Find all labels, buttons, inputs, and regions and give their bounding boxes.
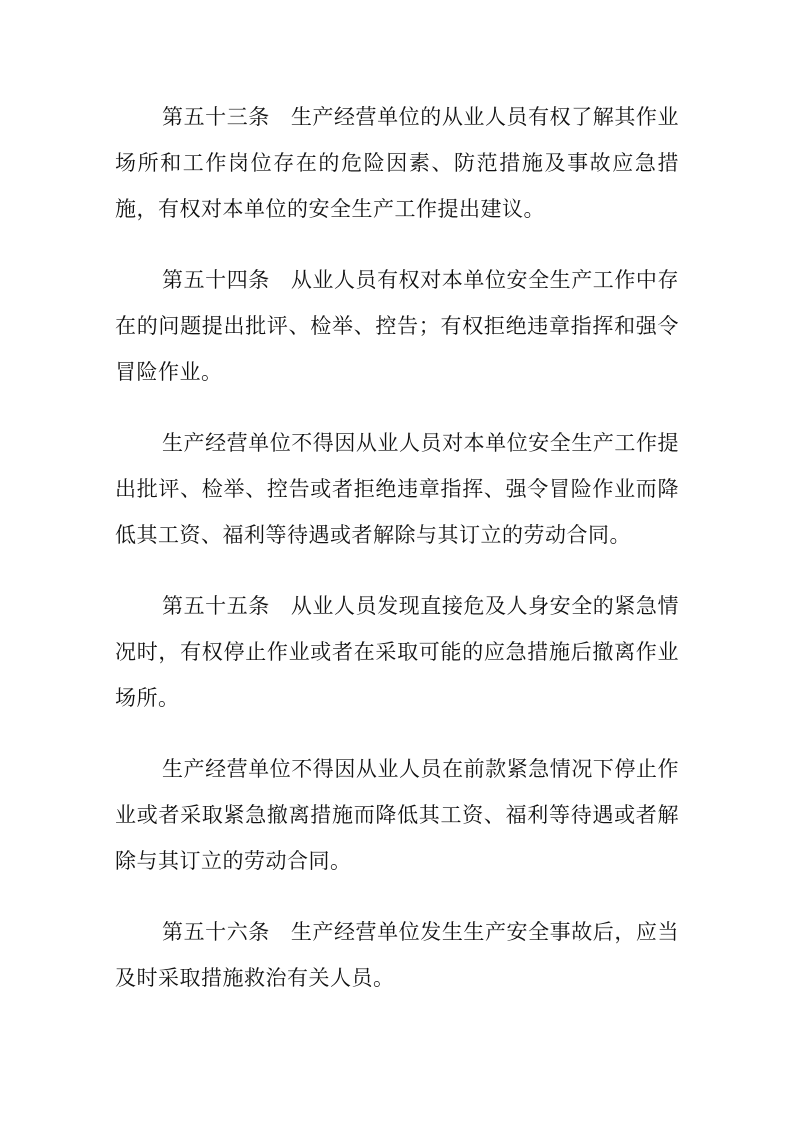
article-number: 第五十四条 bbox=[162, 268, 270, 292]
paragraph-text: 生产经营单位不得因从业人员对本单位安全生产工作提出批评、检举、控告或者拒绝违章指挥、强令冒险作业而降低其工资、福利等待遇或者解除与其订立的劳动合同。 bbox=[115, 431, 679, 547]
paragraph-text: 生产经营单位不得因从业人员在前款紧急情况下停止作业或者采取紧急撤离措施而降低其工资、福利等待遇或者解除与其订立的劳动合同。 bbox=[115, 757, 679, 873]
paragraph-article-55 bbox=[115, 583, 679, 721]
paragraph-text: 生产经营单位发生生产安全事故后，应当及时采取措施救治有关人员。 bbox=[115, 920, 680, 990]
article-number: 第五十三条 bbox=[162, 105, 270, 129]
paragraph-article-56 bbox=[115, 909, 679, 1001]
paragraph-text: 从业人员有权对本单位安全生产工作中存在的问题提出批评、检举、控告；有权拒绝违章指挥和强令冒险作业。 bbox=[115, 268, 680, 384]
paragraph-text: 从业人员发现直接危及人身安全的紧急情况时，有权停止作业或者在采取可能的应急措施后撤离作业场所。 bbox=[115, 594, 680, 710]
paragraph-article-54 bbox=[115, 257, 679, 395]
article-number: 第五十五条 bbox=[162, 594, 270, 618]
paragraph-text: 生产经营单位的从业人员有权了解其作业场所和工作岗位存在的危险因素、防范措施及事故应急措施，有权对本单位的安全生产工作提出建议。 bbox=[115, 105, 680, 221]
paragraph-article-54-clause-2 bbox=[115, 420, 679, 558]
paragraph-article-53 bbox=[115, 94, 679, 232]
article-number: 第五十六条 bbox=[162, 920, 270, 944]
paragraph-article-55-clause-2 bbox=[115, 746, 679, 884]
document-body bbox=[115, 94, 679, 1026]
